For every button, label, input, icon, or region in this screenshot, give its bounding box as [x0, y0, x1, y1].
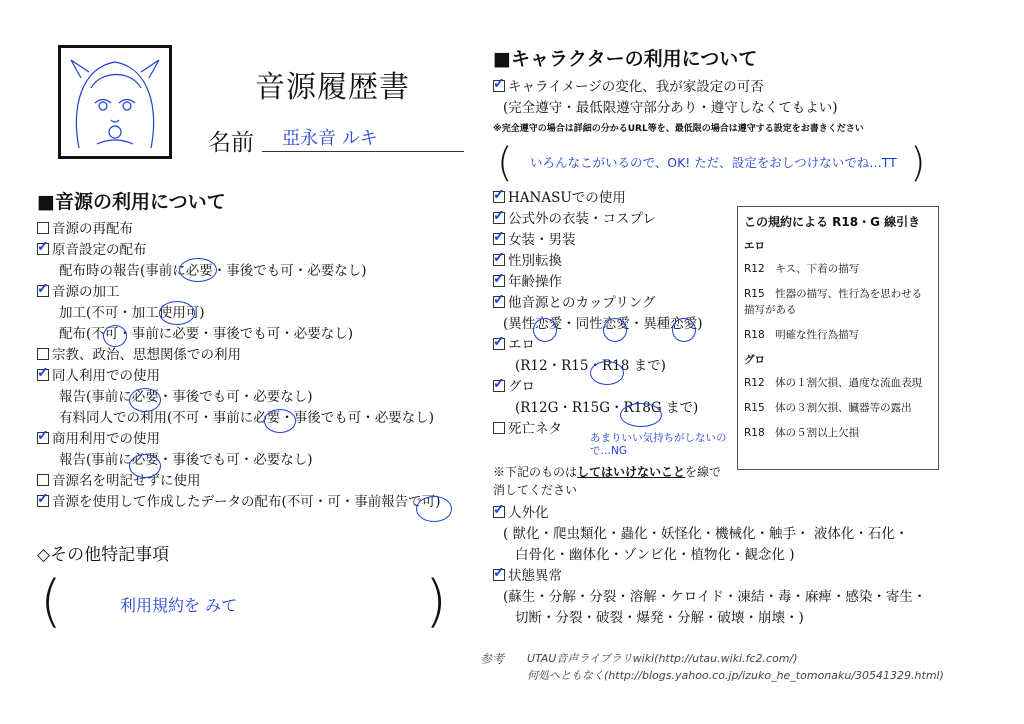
section-heading-sound: ■音源の利用について [37, 191, 226, 213]
reference-label: 参考 [480, 652, 505, 666]
item-doujin[interactable]: ✓同人利用での使用 [37, 366, 441, 387]
circle-mark [179, 258, 217, 282]
item-death[interactable]: 死亡ネタ [493, 419, 703, 440]
rule-line: R15 性器の描写、性行為を思わせる描写がある [744, 288, 923, 316]
item-nonhuman[interactable]: ✓人外化 [493, 503, 926, 524]
nonhuman-options-2: 白骨化・幽体化・ゾンビ化・植物化・観念化 ) [515, 547, 795, 563]
image-change-options: (完全遵守・最低限遵守部分あり・遵守しなくてもよい) [503, 100, 838, 116]
item-crossdress[interactable]: ✓女装・男装 [493, 230, 703, 251]
section-heading-character: ■キャラクターの利用について [493, 48, 758, 70]
item-guro[interactable]: ✓グロ [493, 377, 703, 398]
circle-mark [590, 361, 624, 385]
checkbox[interactable] [493, 422, 505, 434]
status-options-2: 切断・分裂・破裂・爆発・分解・破壊・崩壊・) [515, 610, 804, 626]
item-derived-data[interactable]: ✓音源を使用して作成したデータの配布(不可・可・事前報告で可) [37, 492, 441, 513]
item-processing-use: 加工(不可・加工使用可) [59, 305, 205, 321]
item-costume[interactable]: ✓公式外の衣装・コスプレ [493, 209, 703, 230]
item-coupling[interactable]: ✓他音源とのカップリング [493, 293, 703, 314]
item-status[interactable]: ✓状態異常 [493, 566, 926, 587]
character-usage-list [493, 188, 703, 440]
item-commercial-report: 報告(事前に必要・事後でも可・必要なし) [59, 452, 313, 468]
circle-mark [129, 454, 161, 478]
character-sketch-icon [61, 48, 169, 156]
checkbox-checked[interactable] [493, 506, 505, 518]
rule-line: R15 体の３割欠損、臓器等の露出 [744, 402, 912, 414]
character-hand-note: いろんなこがいるので、OK! ただ、設定をおしつけないでね…TT [530, 155, 897, 170]
checkbox[interactable] [37, 474, 49, 486]
rule-line: R12 体の１割欠損、過度な流血表現 [744, 377, 923, 389]
page-title: 音源履歴書 [255, 70, 410, 105]
checkbox-checked[interactable] [493, 275, 505, 287]
checkbox-checked[interactable] [493, 569, 505, 581]
item-processing-distribution: 配布(不可・事前に必要・事後でも可・必要なし) [59, 326, 354, 342]
item-image-change[interactable]: ✓キャライメージの変化、我が家設定の可否 [493, 77, 764, 98]
sound-usage-list [37, 219, 441, 513]
death-hand-note: あまりいい気持ちがしないので…NG [590, 432, 727, 457]
ero-options: (R12・R15・R18 まで) [515, 358, 666, 374]
item-age[interactable]: ✓年齢操作 [493, 272, 703, 293]
open-paren: ( [497, 140, 513, 186]
checkbox-checked[interactable] [493, 338, 505, 350]
reference-line-2: 何処へともなく(http://blogs.yahoo.co.jp/izuko_he_tomonaku/30541329.html) [527, 669, 944, 682]
checkbox[interactable] [37, 348, 49, 360]
checkbox-checked[interactable] [493, 233, 505, 245]
item-religion-politics[interactable]: 宗教、政治、思想関係での利用 [37, 345, 441, 366]
close-paren: ) [910, 140, 926, 186]
circle-mark [603, 318, 627, 342]
nonhuman-options-1: ( 獣化・爬虫類化・蟲化・妖怪化・機械化・触手・ 液体化・石化・ [503, 526, 909, 542]
name-underline [262, 151, 464, 152]
compliance-note: ※完全遵守の場合は詳細の分かるURL等を、最低限の場合は遵守する設定をお書きください [493, 124, 864, 134]
rating-rules-box [737, 206, 939, 470]
circle-mark [129, 388, 161, 412]
name-label: 名前 [208, 130, 254, 156]
circle-mark [103, 325, 127, 347]
item-doujin-report: 報告(事前に必要・事後でも可・必要なし) [59, 389, 313, 405]
reference-line-1: UTAU音声ライブラリwiki(http://utau.wiki.fc2.com/) [527, 652, 798, 665]
item-gender-swap[interactable]: ✓性別転換 [493, 251, 703, 272]
status-options-1: (蘇生・分解・分裂・溶解・ケロイド・凍結・毒・麻痺・感染・寄生・ [503, 589, 927, 605]
checkbox-checked[interactable] [37, 495, 49, 507]
other-note: 利用規約を みて [120, 596, 238, 615]
strike-instruction: ※下記のものはしてはいけないことを線で 消してください [493, 465, 722, 497]
rule-line: R12 キス、下着の描写 [744, 263, 860, 275]
checkbox-checked[interactable] [37, 432, 49, 444]
section-heading-other: ◇その他特記事項 [37, 545, 170, 565]
checkbox-checked[interactable] [493, 191, 505, 203]
item-paid-doujin: 有料同人での利用(不可・事前に必要・事後でも可・必要なし) [59, 410, 435, 426]
item-hanasu[interactable]: ✓HANASUでの使用 [493, 188, 703, 209]
rules-ero-heading: エロ [744, 240, 765, 252]
strike-list [493, 503, 926, 629]
checkbox-checked[interactable] [493, 80, 505, 92]
circle-mark [672, 318, 696, 342]
guro-options: (R12G・R15G・R18G まで) [515, 400, 699, 416]
checkbox-checked[interactable] [37, 243, 49, 255]
circle-mark [533, 318, 557, 342]
circle-mark [416, 496, 452, 522]
checkbox-checked[interactable] [493, 296, 505, 308]
rules-guro-heading: グロ [744, 354, 765, 366]
item-oto-distribution[interactable]: ✓原音設定の配布 [37, 240, 441, 261]
rule-line: R18 体の５割以上欠損 [744, 427, 860, 439]
item-no-credit[interactable]: 音源名を明記せずに使用 [37, 471, 441, 492]
coupling-options: (異性恋愛・同性恋愛・異種恋愛) [503, 316, 703, 332]
rules-title: この規約による R18・G 線引き [744, 215, 921, 229]
checkbox[interactable] [37, 222, 49, 234]
name-value: 亞永音 ルキ [282, 128, 378, 149]
close-paren: ) [425, 569, 447, 634]
item-ero[interactable]: ✓エロ [493, 335, 703, 356]
character-portrait [58, 45, 172, 159]
checkbox-checked[interactable] [37, 285, 49, 297]
item-commercial[interactable]: ✓商用利用での使用 [37, 429, 441, 450]
circle-mark [264, 409, 296, 433]
checkbox-checked[interactable] [493, 380, 505, 392]
item-oto-report: 配布時の報告(事前に必要・事後でも可・必要なし) [59, 263, 367, 279]
checkbox-checked[interactable] [493, 212, 505, 224]
rule-line: R18 明確な性行為描写 [744, 329, 860, 341]
item-processing[interactable]: ✓音源の加工 [37, 282, 441, 303]
circle-mark [620, 403, 662, 427]
checkbox-checked[interactable] [37, 369, 49, 381]
open-paren: ( [40, 569, 62, 634]
circle-mark [159, 301, 195, 325]
item-redistribution[interactable]: 音源の再配布 [37, 219, 441, 240]
checkbox-checked[interactable] [493, 254, 505, 266]
